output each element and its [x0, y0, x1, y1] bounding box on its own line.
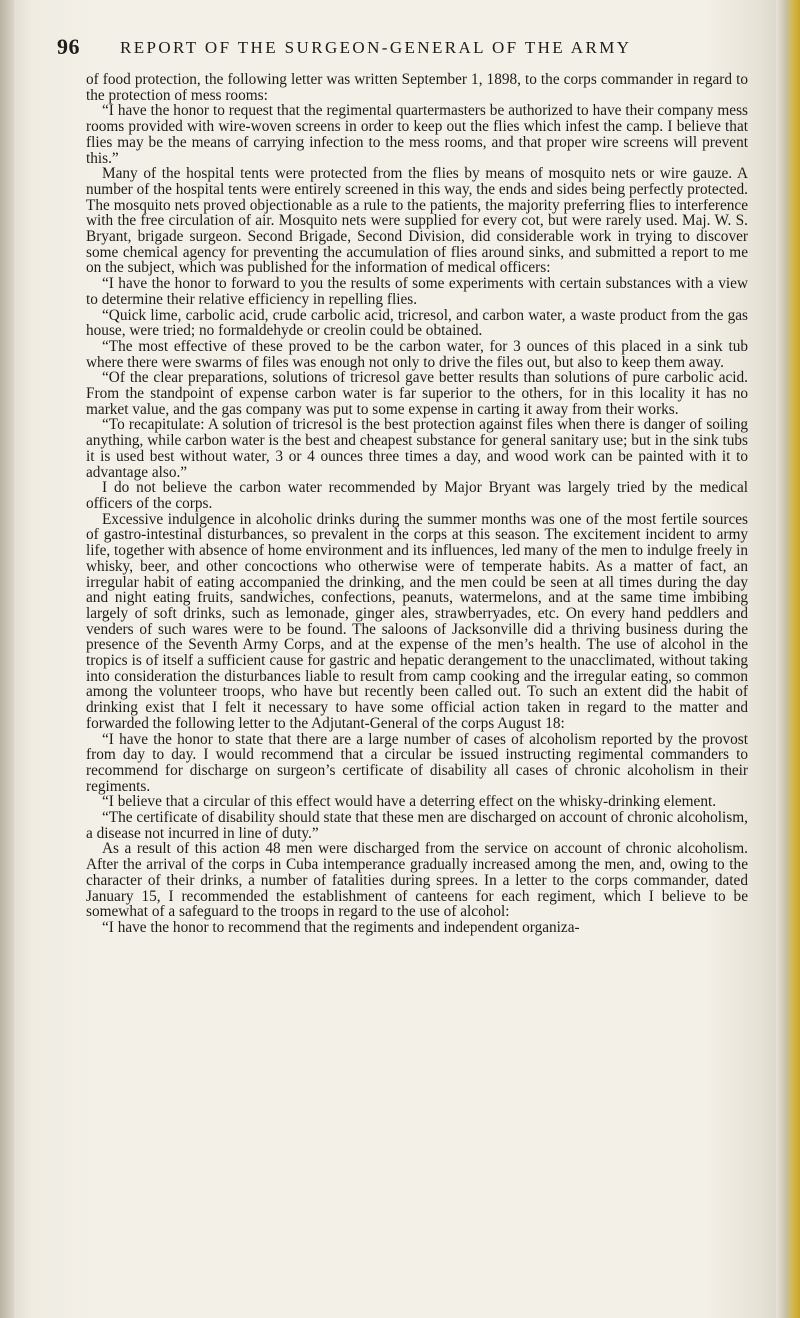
paragraph: of food protection, the following letter was written September 1, 1898, to the corps commander in regard to the protection of mess rooms: — [86, 71, 748, 104]
paragraph: “I have the honor to request that the regimental quartermasters be authorized to have their company mess rooms provided with wire-woven screens in order to keep out the flies which infest the camp. I believe that flies may be the means of carrying infection to the mess rooms, and that proper wire screens will prevent this.” — [86, 102, 748, 167]
paragraph: “I have the honor to forward to you the results of some experiments with certain substances with a view to determine their relative efficiency in repelling flies. — [86, 275, 748, 308]
paragraph: “Of the clear preparations, solutions of tricresol gave better results than solutions of pure carbolic acid. From the standpoint of expense carbon water is far superior to the others, for in this locality it has no market value, and the gas company was put to some expense in carting it away from their works. — [86, 369, 748, 418]
paragraph: “I believe that a circular of this effect would have a deterring effect on the whisky-drinking element. — [102, 793, 717, 811]
paragraph: As a result of this action 48 men were discharged from the service on account of chronic alcoholism. After the arrival of the corps in Cuba intemperance gradually increased among the men, and, owing to the character of their drinks, a number of fatalities during sprees. In a letter to the corps commander, dated January 15, I recommended the establishment of canteens for each regiment, which I believe to be somewhat of a safeguard to the troops in regard to the use of alcohol: — [86, 840, 748, 921]
paragraph: I do not believe the carbon water recommended by Major Bryant was largely tried by the medical officers of the corps. — [86, 479, 748, 512]
page-gilt-edge — [776, 0, 800, 1318]
page-number: 96 — [57, 34, 80, 59]
body-text — [86, 72, 748, 936]
paragraph: Many of the hospital tents were protected from the flies by means of mosquito nets or wire gauze. A number of the hospital tents were entirely screened in this way, the ends and sides being perfectly protected. The mosquito nets proved objectionable as a rule to the patients, the majority preferring flies to interference with the free circulation of air. Mosquito nets were supplied for every cot, but were rarely used. Maj. W. S. Bryant, brigade surgeon. Second Brigade, Second Division, did considerable work in trying to discover some chemical agency for preventing the accumulation of flies around sinks, and submitted a report to me on the subject, which was published for the information of medical officers: — [86, 165, 748, 277]
paragraph: “Quick lime, carbolic acid, crude carbolic acid, tricresol, and carbon water, a waste product from the gas house, were tried; no formaldehyde or creolin could be obtained. — [86, 306, 748, 340]
running-head: REPORT OF THE SURGEON-GENERAL OF THE ARMY — [120, 38, 632, 57]
paragraph: “The certificate of disability should state that these men are discharged on account of chronic alcoholism, a disease not incurred in line of duty.” — [86, 809, 748, 842]
page-binding-edge — [0, 0, 14, 1318]
page-header — [57, 34, 747, 64]
paragraph: “I have the honor to state that there are a large number of cases of alcoholism reported by the provost from day to day. I would recommend that a circular be issued instructing regimental commanders to recommend for discharge on surgeon’s certificate of disability all cases of chronic alcoholism in their regiments. — [86, 730, 748, 795]
paragraph: “To recapitulate: A solution of tricresol is the best protection against files when there is danger of soiling anything, while carbon water is the best and cheapest substance for general sanitary use; but in the sink tubs it is used best without water, 3 or 4 ounces three times a day, and wood work can be painted with it to advantage also.” — [86, 416, 748, 481]
paragraph: Excessive indulgence in alcoholic drinks during the summer months was one of the most fertile sources of gastro-intestinal disturbances, so prevalent in the corps at this season. The excitement incident to army life, together with absence of home environment and its influences, led many of the men to indulge freely in whisky, beer, and other concoctions who otherwise were of temperate habits. As a matter of fact, an irregular habit of eating accompanied the drinking, and the men could be seen at all times during the day and night eating fruits, sandwiches, confections, peanuts, watermelons, and at the same time imbibing largely of soft drinks, such as lemonade, ginger ales, strawberryades, etc. On every hand peddlers and venders of such wares were to be found. The saloons of Jacksonville did a thriving business during the presence of the Seventh Army Corps, and at the expense of the men’s health. The use of alcohol in the tropics is of itself a sufficient cause for gastric and hepatic derangement to the unacclimated, without taking into consideration the disturbances liable to result from camp cooking and the irregular eating, so common among the volunteer troops, who have but recently been called out. To such an extent did the habit of drinking exist that I felt it necessary to have some official action taken in regard to the matter and forwarded the following letter to the Adjutant-General of the corps August 18: — [86, 510, 748, 732]
paragraph: “I have the honor to recommend that the regiments and independent organiza- — [102, 918, 580, 936]
paragraph: “The most effective of these proved to be the carbon water, for 3 ounces of this placed in a sink tub where there were swarms of files was enough not only to drive the files out, but also to keep them away. — [86, 337, 748, 371]
